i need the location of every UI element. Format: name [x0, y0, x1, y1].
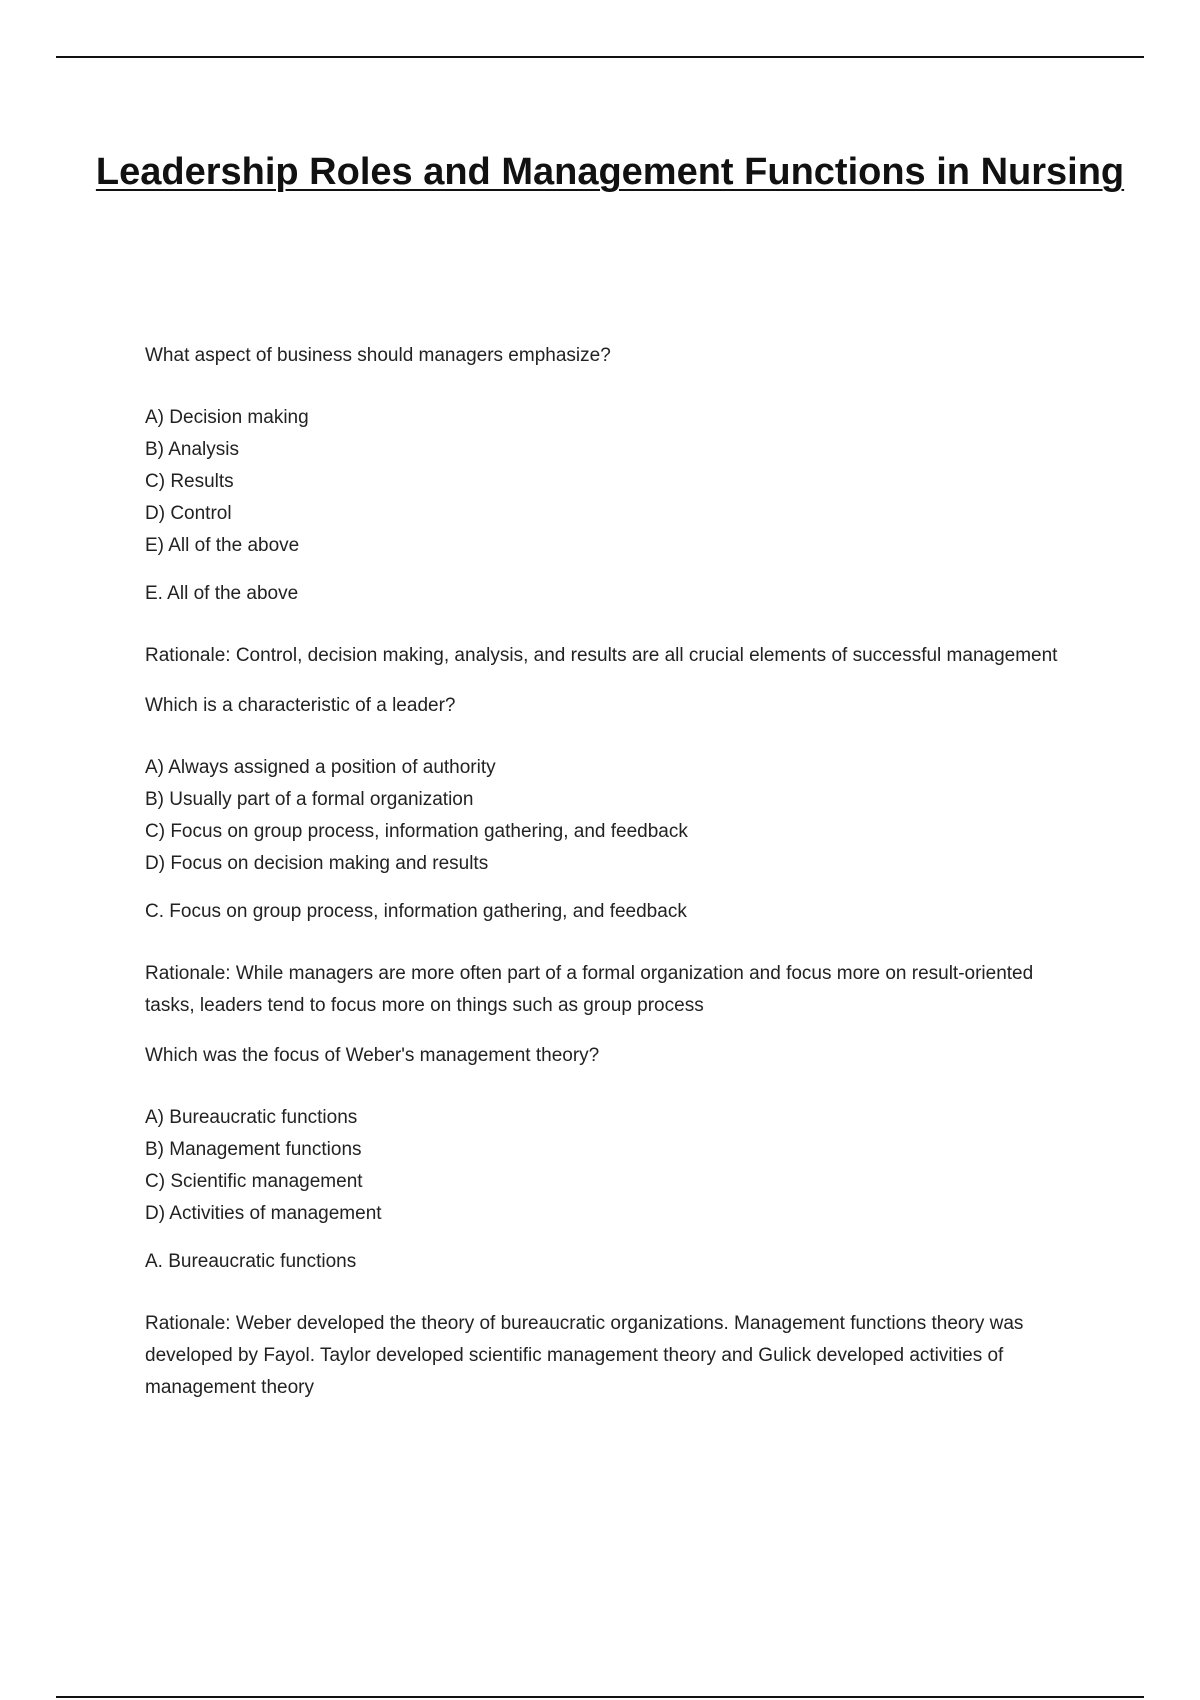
question-block — [145, 340, 1085, 672]
question-text: Which is a characteristic of a leader? — [145, 695, 456, 716]
options-list — [145, 402, 1085, 562]
option-c: C) Scientific management — [145, 1171, 363, 1192]
document-title: Leadership Roles and Management Functions in Nursing — [95, 151, 1125, 193]
option-c: C) Focus on group process, information gathering, and feedback — [145, 821, 688, 842]
bottom-rule — [56, 1696, 1144, 1698]
option-b: B) Analysis — [145, 439, 239, 460]
document-body — [145, 340, 1085, 1404]
option-d: D) Activities of management — [145, 1203, 382, 1224]
option-b: B) Management functions — [145, 1139, 362, 1160]
answer-text: C. Focus on group process, information gathering, and feedback — [145, 901, 687, 922]
rationale-text: Rationale: While managers are more often part of a formal organization and focus more on result-oriented tasks, leaders tend to focus more on things such as group process — [145, 963, 1034, 1016]
answer-text: A. Bureaucratic functions — [145, 1251, 357, 1272]
rationale-text: Rationale: Control, decision making, analysis, and results are all crucial elements of successful management — [145, 645, 1058, 666]
question-text: Which was the focus of Weber's management theory? — [145, 1045, 600, 1066]
option-a: A) Bureaucratic functions — [145, 1107, 358, 1128]
option-a: A) Always assigned a position of authority — [145, 757, 496, 778]
options-list — [145, 1102, 1085, 1230]
option-e: E) All of the above — [145, 535, 300, 556]
option-b: B) Usually part of a formal organization — [145, 789, 474, 810]
question-block — [145, 1040, 1085, 1404]
option-d: D) Control — [145, 503, 232, 524]
option-d: D) Focus on decision making and results — [145, 853, 489, 874]
options-list — [145, 752, 1085, 880]
option-a: A) Decision making — [145, 407, 309, 428]
answer-text: E. All of the above — [145, 583, 299, 604]
question-block — [145, 690, 1085, 1022]
option-c: C) Results — [145, 471, 234, 492]
rationale-text: Rationale: Weber developed the theory of bureaucratic organizations. Management functions theory was developed by Fayol. Taylor developed scientific management theory and Gulick developed activities of management theory — [145, 1313, 1024, 1398]
question-text: What aspect of business should managers emphasize? — [145, 345, 611, 366]
top-rule — [56, 56, 1144, 58]
